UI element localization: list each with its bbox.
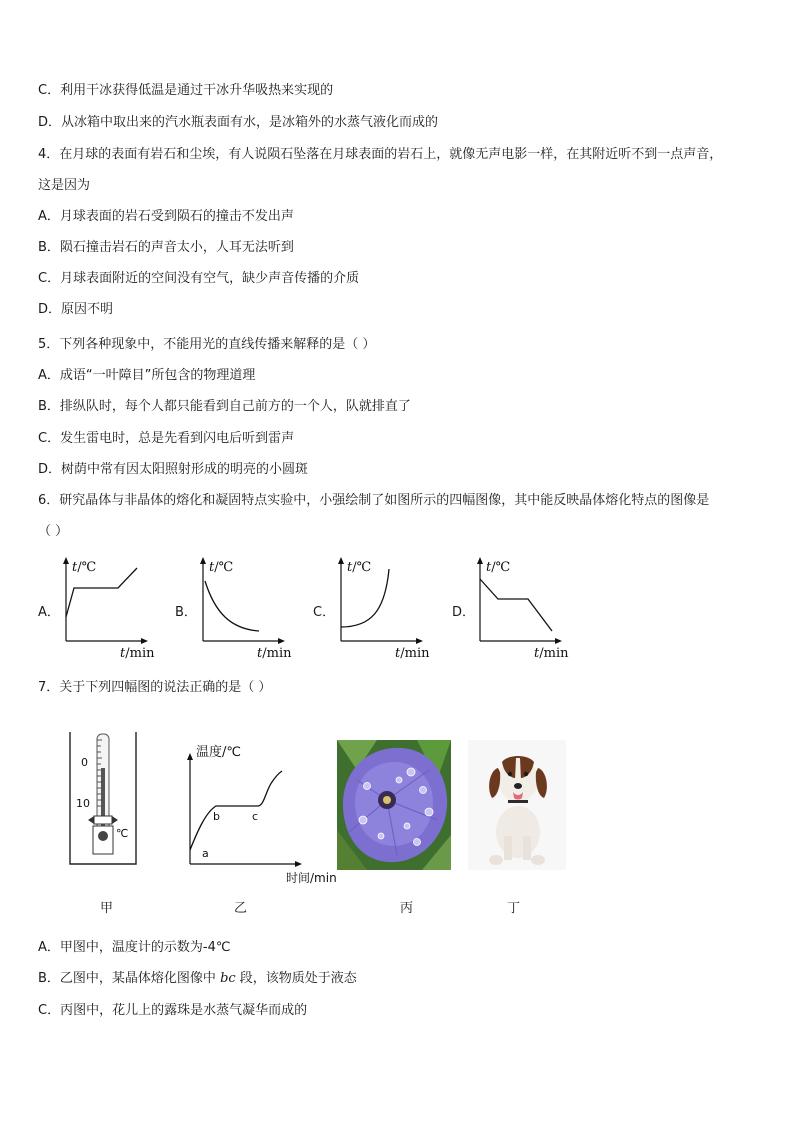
q6-graph-b [197, 555, 307, 665]
q7-caption-ding: 丁 [507, 901, 521, 916]
q5-option-b: B．排纵队时，每个人都只能看到自己前方的一个人，队就排直了 [38, 399, 411, 414]
q6-a-y-unit: /℃ [77, 560, 97, 575]
q7-option-b-segment: bc [220, 971, 236, 986]
svg-text:t/min [534, 646, 569, 661]
q6-graph-a [60, 555, 170, 665]
yi-point-b: b [213, 810, 220, 823]
q6-b-y-unit: /℃ [214, 560, 234, 575]
q6-d-x-unit: /min [539, 646, 569, 661]
q7-fig-jia-thermometer [64, 730, 144, 874]
q6-label-c: C． [313, 605, 336, 620]
q5-option-c: C．发生雷电时，总是先看到闪电后听到雷声 [38, 431, 295, 446]
svg-text:t/min [257, 646, 292, 661]
q6-c-y-unit: /℃ [352, 560, 372, 575]
q7-caption-yi: 乙 [234, 901, 248, 916]
yi-y-label: 温度/℃ [196, 745, 241, 760]
q6-b-y-t: t [209, 560, 215, 575]
q4-option-b: B．陨石撞击岩石的声音太小，人耳无法听到 [38, 240, 294, 255]
q3-option-c: C．利用干冰获得低温是通过干冰升华吸热来实现的 [38, 83, 334, 98]
thermo-unit: ℃ [116, 827, 129, 840]
q7-option-a: A．甲图中，温度计的示数为-4℃ [38, 940, 231, 955]
q6-stem-line1: 6．研究晶体与非晶体的熔化和凝固特点实验中，小强绘制了如图所示的四幅图像，其中能反映晶体熔化特点的图像是 [38, 493, 710, 508]
q6-graph-c [335, 555, 445, 665]
q3-option-d: D．从冰箱中取出来的汽水瓶表面有水，是冰箱外的水蒸气液化而成的 [38, 115, 439, 130]
q7-fig-bing-flower [337, 740, 451, 874]
svg-text:t/℃ [486, 560, 510, 575]
q7-option-b [38, 970, 357, 988]
q7-caption-bing: 丙 [400, 901, 414, 916]
q4-option-c: C．月球表面附近的空间没有空气，缺少声音传播的介质 [38, 271, 360, 286]
thermo-mark-0: 0 [81, 756, 88, 769]
svg-text:t/℃ [347, 560, 371, 575]
q6-label-b: B． [175, 605, 197, 620]
q6-b-x-t: t [257, 646, 263, 661]
q7-stem: 7．关于下列四幅图的说法正确的是（ ） [38, 680, 272, 695]
q7-option-c: C．丙图中，花儿上的露珠是水蒸气凝华而成的 [38, 1003, 308, 1018]
yi-point-a: a [202, 847, 209, 860]
q7-option-b-post: 段，该物质处于液态 [235, 971, 357, 986]
q7-fig-ding-dog [468, 740, 566, 874]
q5-stem: 5．下列各种现象中，不能用光的直线传播来解释的是（ ） [38, 337, 376, 352]
q6-c-y-t: t [347, 560, 353, 575]
thermo-mark-10: 10 [76, 797, 90, 810]
q6-label-d: D． [452, 605, 476, 620]
q4-option-a: A．月球表面的岩石受到陨石的撞击不发出声 [38, 209, 294, 224]
yi-point-c: c [252, 810, 259, 823]
q6-a-x-unit: /min [125, 646, 155, 661]
svg-text:t/℃ [209, 560, 233, 575]
svg-text:t/min [395, 646, 430, 661]
q6-a-y-t: t [72, 560, 78, 575]
q6-graph-d [474, 555, 584, 665]
q6-c-x-t: t [395, 646, 401, 661]
q6-stem-line2: （ ） [38, 524, 69, 539]
q5-option-a: A．成语“一叶障目”所包含的物理道理 [38, 368, 256, 383]
svg-text:t/℃ [72, 560, 96, 575]
q6-d-y-unit: /℃ [491, 560, 511, 575]
q6-c-x-unit: /min [400, 646, 430, 661]
q7-caption-jia: 甲 [100, 901, 114, 916]
q6-d-y-t: t [486, 560, 492, 575]
q4-option-d: D．原因不明 [38, 302, 114, 317]
q6-d-x-t: t [534, 646, 540, 661]
q6-a-x-t: t [120, 646, 126, 661]
q4-stem-line1: 4．在月球的表面有岩石和尘埃，有人说陨石坠落在月球表面的岩石上，就像无声电影一样，在其附近听不到一点声音， [38, 147, 723, 162]
q6-b-x-unit: /min [262, 646, 292, 661]
q7-option-b-pre: B．乙图中，某晶体熔化图像中 [38, 971, 221, 986]
q5-option-d: D．树荫中常有因太阳照射形成的明亮的小圆斑 [38, 462, 309, 477]
svg-text:t/min [120, 646, 155, 661]
q6-label-a: A． [38, 605, 60, 620]
q4-stem-line2: 这是因为 [38, 178, 91, 193]
q7-fig-yi-graph [180, 742, 350, 891]
yi-x-label: 时间/min [286, 871, 337, 885]
